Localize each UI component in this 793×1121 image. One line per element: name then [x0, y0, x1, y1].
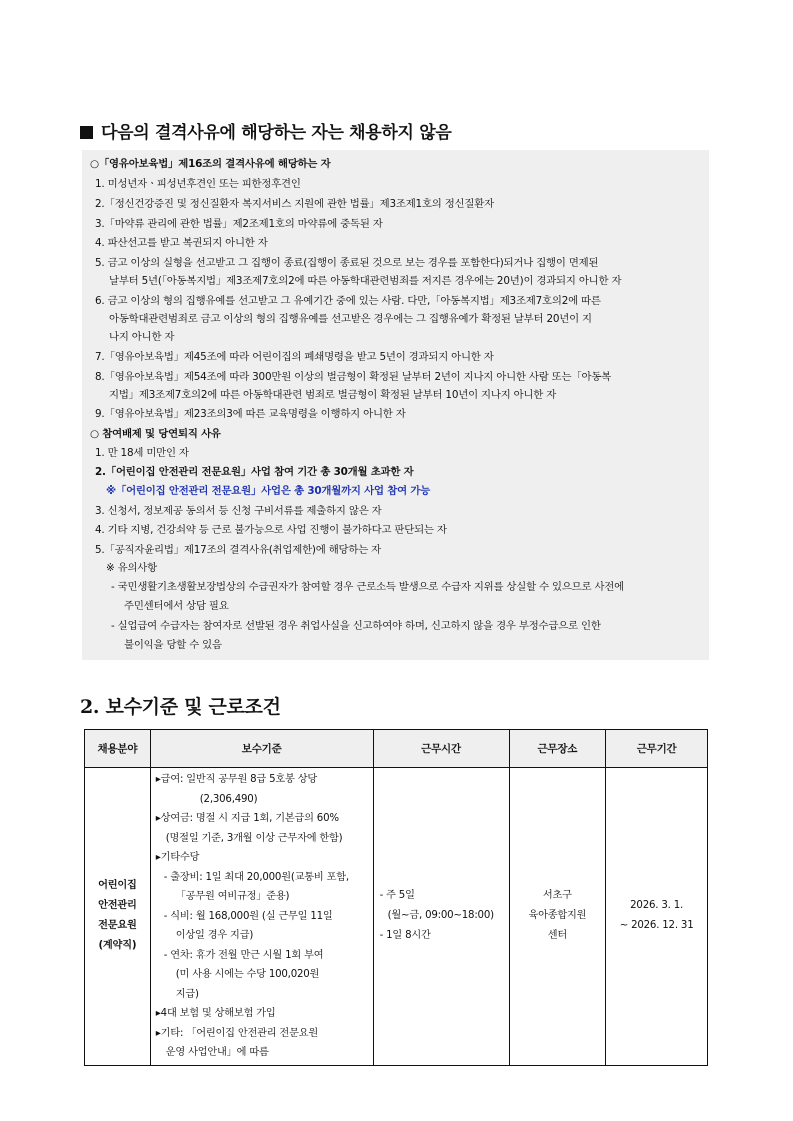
- criteria-item: 1. 미성년자ㆍ피성년후견인 또는 피한정후견인: [95, 178, 301, 190]
- section1-title: [80, 118, 452, 143]
- exclusion-item: 2.「어린이집 안전관리 전문요원」사업 참여 기간 총 30개월 초과한 자: [95, 466, 414, 478]
- place-line: 서초구: [542, 890, 572, 902]
- header-pay: 보수기준: [150, 730, 373, 768]
- place-line: 육아종합지원: [528, 910, 587, 922]
- header-hours: 근무시간: [373, 730, 509, 768]
- cell-period: [606, 768, 708, 1066]
- caution-item: - 국민생활기초생활보장법상의 수급권자가 참여할 경우 근로소득 발생으로 수급자 지위를 상실할 수 있으므로 사전에: [111, 581, 624, 593]
- period-line: 2026. 3. 1.: [630, 900, 684, 912]
- hours-line: (월~금, 09:00~18:00): [387, 910, 494, 922]
- pay-line: ▸기타수당: [155, 852, 200, 863]
- table-row: [85, 768, 708, 1066]
- criteria-item: 7.「영유아보육법」제45조에 따라 어린이집의 폐쇄명령을 받고 5년이 경과되지 아니한 자: [95, 351, 494, 363]
- header-period: 근무기간: [606, 730, 708, 768]
- criteria-item: 9.「영유아보육법」제23조의3에 따른 교육명령을 이행하지 아니한 자: [95, 408, 406, 420]
- cell-pay: [150, 768, 373, 1066]
- exclusion-item: 5.「공직자윤리법」제17조의 결격사유(취업제한)에 해당하는 자: [95, 544, 381, 556]
- place-line: 센터: [547, 930, 567, 942]
- pay-line: - 연차: 휴가 전월 만근 시월 1회 부여: [163, 949, 324, 961]
- pay-line: - 식비: 월 168,000원 (실 근무일 11일: [163, 910, 333, 922]
- criteria-item-cont: 날부터 5년(「아동복지법」제3조제7호의2에 따른 아동학대관련범죄를 저지른 경우에는 20년)이 경과되지 아니한 자: [109, 275, 622, 287]
- exclusion-note: ※「어린이집 안전관리 전문요원」사업은 총 30개월까지 사업 참여 가능: [106, 485, 431, 497]
- pay-line: (2,306,490): [199, 793, 258, 805]
- cell-place: [509, 768, 606, 1066]
- criteria-heading-2: ○ 참여배제 및 당연퇴직 사유: [90, 428, 221, 440]
- black-square-icon: [80, 126, 93, 139]
- criteria-item-cont: 아동학대관련범죄로 금고 이상의 형의 집행유예를 선고받은 경우에는 그 집행유예가 확정된 날부터 20년이 지: [109, 313, 592, 325]
- caution-item-cont: 주민센터에서 상담 필요: [124, 600, 229, 612]
- field-line: 어린이집: [98, 880, 137, 892]
- criteria-item: 4. 파산선고를 받고 복권되지 아니한 자: [95, 237, 268, 249]
- section2-title: 2. 보수기준 및 근로조건: [80, 696, 281, 718]
- pay-line: 지급): [175, 988, 199, 1000]
- field-line: (계약직): [98, 940, 137, 952]
- exclusion-item: 3. 신청서, 정보제공 동의서 등 신청 구비서류를 제출하지 않은 자: [95, 505, 382, 517]
- pay-line: 「공무원 여비규정」준용): [175, 891, 290, 902]
- criteria-item: 6. 금고 이상의 형의 집행유예를 선고받고 그 유예기간 중에 있는 사람. 다만,「아동복지법」제3조제7호의2에 따른: [95, 295, 601, 307]
- pay-line: 운영 사업안내」에 따름: [165, 1047, 269, 1058]
- caution-item: - 실업급여 수급자는 참여자로 선발된 경우 취업사실을 신고하여야 하며, 신고하지 않을 경우 부정수급으로 인한: [111, 620, 601, 632]
- field-line: 안전관리: [98, 900, 137, 912]
- cell-field: [85, 768, 151, 1066]
- exclusion-item: 1. 만 18세 미만인 자: [95, 447, 189, 459]
- pay-line: ▸기타: 「어린이집 안전관리 전문요원: [155, 1027, 318, 1039]
- pay-line: ▸4대 보험 및 상해보험 가입: [155, 1008, 276, 1019]
- caution-item-cont: 불이익을 당할 수 있음: [124, 639, 222, 651]
- criteria-item: 3.「마약류 관리에 관한 법률」제2조제1호의 마약류에 중독된 자: [95, 218, 383, 230]
- criteria-heading-1: ○「영유아보육법」제16조의 결격사유에 해당하는 자: [90, 158, 331, 170]
- pay-line: ▸상여금: 명절 시 지급 1회, 기본급의 60%: [155, 813, 339, 824]
- cell-hours: [373, 768, 509, 1066]
- pay-line: (명절일 기준, 3개월 이상 근무자에 한함): [165, 832, 343, 844]
- pay-line: 이상일 경우 지급): [175, 930, 254, 941]
- caution-heading: ※ 유의사항: [106, 562, 157, 574]
- criteria-item: 8.「영유아보육법」제54조에 따라 300만원 이상의 벌금형이 확정된 날부터 2년이 지나지 아니한 사람 또는「아동복: [95, 371, 612, 383]
- header-field: 채용분야: [85, 730, 151, 768]
- pay-line: ▸급여: 일반직 공무원 8급 5호봉 상당: [155, 774, 317, 785]
- exclusion-item: 4. 기타 지병, 건강쇠약 등 근로 불가능으로 사업 진행이 불가하다고 판단되는 자: [95, 524, 447, 536]
- hours-line: - 주 5일: [379, 890, 415, 902]
- period-line: ~ 2026. 12. 31: [619, 920, 694, 932]
- criteria-item: 5. 금고 이상의 실형을 선고받고 그 집행이 종료(집행이 종료된 것으로 보는 경우를 포함한다)되거나 집행이 면제된: [95, 257, 599, 269]
- hours-line: - 1일 8시간: [379, 930, 431, 942]
- criteria-item-cont: 나지 아니한 자: [109, 331, 175, 343]
- header-place: 근무장소: [509, 730, 606, 768]
- pay-line: - 출장비: 1일 최대 20,000원(교통비 포함,: [163, 871, 349, 883]
- table-header-row: [85, 730, 708, 768]
- criteria-item: 2.「정신건강증진 및 정신질환자 복지서비스 지원에 관한 법률」제3조제1호의 정신질환자: [95, 198, 494, 210]
- section1-title-text: 다음의 결격사유에 해당하는 자는 채용하지 않음: [101, 123, 452, 143]
- criteria-item-cont: 지법」제3조제7호의2에 따른 아동학대관련 범죄로 벌금형이 확정된 날부터 10년이 지나지 아니한 자: [109, 389, 557, 401]
- conditions-table: [84, 729, 708, 1066]
- pay-line: (미 사용 시에는 수당 100,020원: [175, 969, 320, 980]
- field-line: 전문요원: [98, 920, 137, 932]
